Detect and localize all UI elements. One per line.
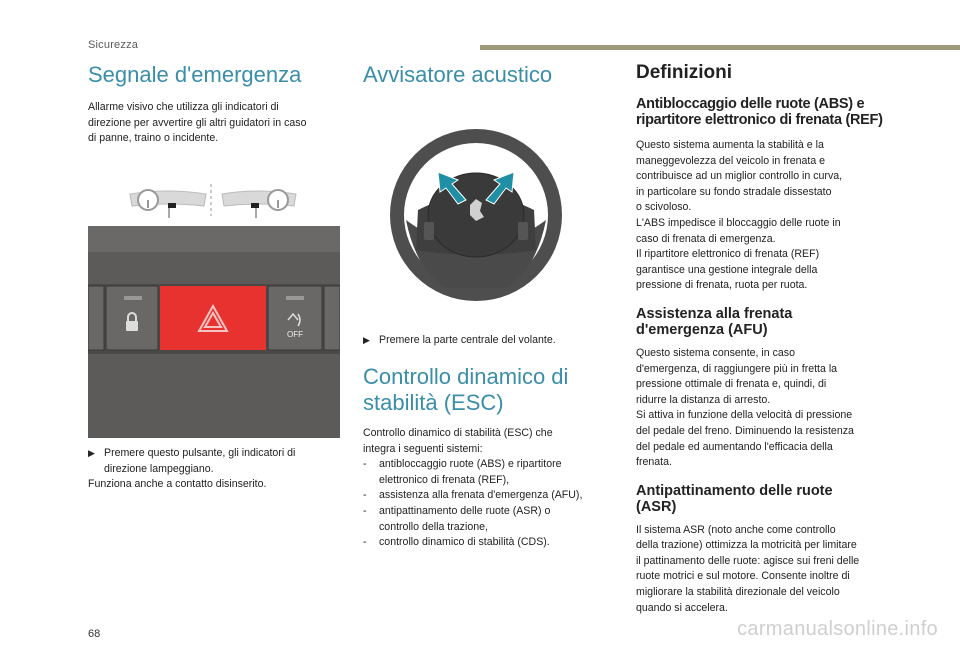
afu-title	[636, 306, 894, 338]
abs-title-line: ripartitore elettronico di frenata (REF)	[636, 112, 883, 128]
column-horn	[363, 62, 595, 88]
abs-line: pressione di frenata, ruota per ruota.	[636, 279, 808, 292]
abs-line: o scivoloso.	[636, 201, 692, 214]
column-emergency-signal	[88, 62, 344, 147]
abs-line: caso di frenata di emergenza.	[636, 232, 776, 245]
off-label: OFF	[287, 330, 303, 339]
afu-line: d'emergenza, di raggiungere più in fretta la	[636, 362, 838, 375]
mirror-icon-right	[222, 190, 296, 218]
abs-line: Il ripartitore elettronico di frenata (REF)	[636, 248, 820, 261]
emergency-signal-intro	[88, 100, 344, 147]
esc-title-line: stabilità (ESC)	[363, 390, 504, 415]
esc-title-line: Controllo dinamico di	[363, 364, 569, 389]
bullet-line: Premere questo pulsante, gli indicatori di	[104, 447, 296, 459]
abs-line: garantisce una gestione integrale della	[636, 263, 818, 276]
abs-line: maneggevolezza del veicolo in frenata e	[636, 154, 826, 167]
asr-line: migliorare la stabilità direzionale del veicolo	[636, 586, 840, 599]
abs-line: L'ABS impedisce il bloccaggio delle ruote in	[636, 216, 841, 229]
intro-line: di panne, traino o incidente.	[88, 132, 219, 145]
esc-list-item: - antibloccaggio ruote (ABS) e ripartitore elettronico di frenata (REF),	[363, 457, 595, 488]
esc-item-line: assistenza alla frenata d'emergenza (AFU),	[379, 489, 583, 502]
abs-title	[636, 96, 894, 128]
afu-title-line: Assistenza alla frenata	[636, 305, 793, 322]
afu-line: pressione ottimale di frenata e, quindi, di	[636, 378, 827, 391]
asr-title	[636, 483, 894, 515]
asr-line: della trazione) ottimizza la motricità per limitare	[636, 539, 857, 552]
afu-line: Si attiva in funzione della velocità di pressione	[636, 409, 853, 422]
emergency-signal-title: Segnale d'emergenza	[88, 62, 302, 87]
esc-list-item: - assistenza alla frenata d'emergenza (AFU),	[363, 488, 595, 504]
esc-list	[363, 457, 595, 551]
esc-intro-line: Controllo dinamico di stabilità (ESC) che	[363, 427, 553, 439]
abs-text	[636, 138, 894, 294]
hazard-note: Funziona anche a contatto disinserito.	[88, 478, 267, 491]
esc-list-item: - antipattinamento delle ruote (ASR) o controllo della trazione,	[363, 504, 595, 535]
afu-line: ridurre la distanza di arresto.	[636, 393, 771, 406]
asr-line: quando si accelera.	[636, 601, 728, 614]
abs-title-line: Antibloccaggio delle ruote (ABS) e	[636, 96, 865, 112]
esc-item-line: controllo dinamico di stabilità (CDS).	[379, 536, 550, 549]
esc-title	[363, 364, 595, 416]
asr-line: ruote motrici e sul motore. Consente inoltre di	[636, 570, 850, 583]
bullet-icon: ▶	[363, 335, 370, 345]
esc-item-line: antipattinamento delle ruote (ASR) o	[379, 504, 551, 517]
horn-bullet	[363, 333, 595, 349]
asr-text	[636, 523, 894, 617]
asr-title-line: (ASR)	[636, 498, 677, 515]
afu-line: Questo sistema consente, in caso	[636, 346, 795, 359]
esc-intro	[363, 426, 595, 457]
page-number: 68	[88, 628, 101, 640]
steering-wheel-figure	[386, 110, 566, 320]
afu-line: del pedale ed aumentando l'efficacia della	[636, 440, 833, 453]
afu-text	[636, 346, 894, 471]
watermark: carmanualsonline.info	[737, 618, 938, 640]
hazard-panel-illustration	[88, 180, 340, 438]
horn-instruction	[363, 333, 595, 349]
bullet-line: direzione lampeggiano.	[104, 462, 214, 475]
abs-line: Questo sistema aumenta la stabilità e la	[636, 139, 824, 151]
esc-section	[363, 364, 595, 551]
afu-line: frenata.	[636, 456, 672, 469]
esc-item-line: antibloccaggio ruote (ABS) e ripartitore	[379, 458, 562, 471]
intro-line: Allarme visivo che utilizza gli indicatori di	[88, 101, 279, 113]
steering-wheel-illustration	[386, 110, 566, 320]
mirror-icon-left	[130, 190, 206, 218]
esc-item-line: controllo della trazione,	[379, 520, 488, 533]
abs-line: in particolare su fondo stradale dissestato	[636, 185, 832, 198]
abs-line: contribuisce ad un miglior controllo in curva,	[636, 170, 843, 183]
bullet-line: Premere la parte centrale del volante.	[379, 334, 556, 346]
asr-line: il pattinamento delle ruote: agisce sui freni delle	[636, 554, 860, 567]
esc-item-line: elettronico di frenata (REF),	[379, 473, 510, 486]
section-label: Sicurezza	[88, 39, 139, 51]
afu-line: del pedale del freno. Diminuendo la resistenza	[636, 424, 854, 437]
esc-intro-line: integra i seguenti sistemi:	[363, 442, 483, 455]
definitions-title: Definizioni	[636, 62, 733, 83]
emergency-signal-instructions	[88, 446, 344, 493]
asr-line: Il sistema ASR (noto anche come controllo	[636, 523, 836, 536]
afu-title-line: d'emergenza (AFU)	[636, 321, 768, 338]
header-bar	[480, 45, 960, 50]
hazard-panel-figure	[88, 180, 340, 438]
bullet-icon: ▶	[88, 448, 95, 458]
intro-line: direzione per avvertire gli altri guidatori in caso	[88, 116, 307, 129]
hazard-bullet	[88, 446, 344, 477]
horn-title: Avvisatore acustico	[363, 62, 553, 87]
asr-title-line: Antipattinamento delle ruote	[636, 482, 833, 499]
column-definitions	[636, 62, 894, 616]
esc-list-item: - controllo dinamico di stabilità (CDS).	[363, 535, 595, 551]
